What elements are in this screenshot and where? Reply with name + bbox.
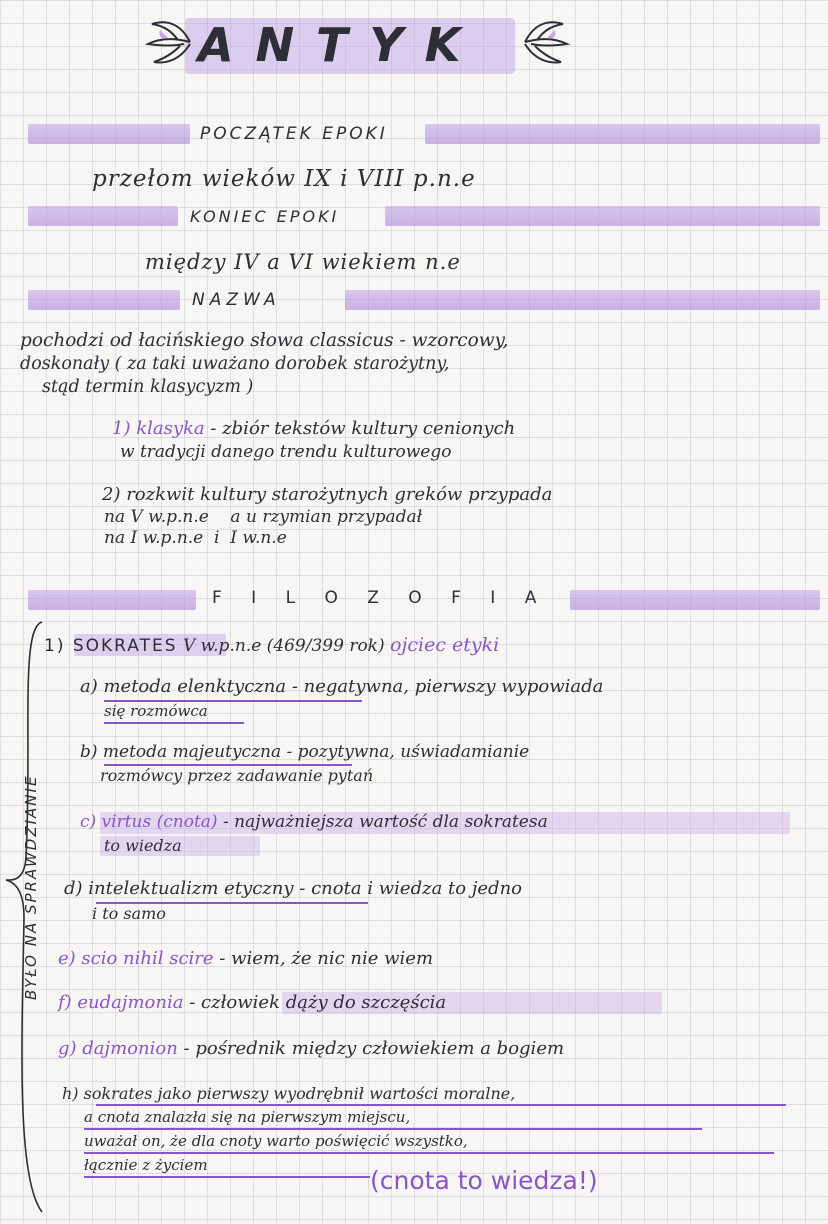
h-line-4: łącznie z życiem bbox=[84, 1156, 208, 1174]
name-highlight-left bbox=[28, 290, 180, 310]
rozkwit-line-2: na V w.p.n.e a u rzymian przypadał bbox=[104, 507, 423, 527]
e-definition: - wiem, że nic nie wiem bbox=[219, 948, 434, 969]
page-title: ANTYK bbox=[198, 18, 483, 72]
b-definition: - pozytywna, uświadamianie bbox=[286, 742, 530, 762]
a-definition: - negatywna, pierwszy wypowiada bbox=[291, 676, 604, 697]
h-underline-2 bbox=[84, 1128, 702, 1130]
klasyka-term: 1) klasyka bbox=[112, 418, 205, 439]
h-line-3: uważał on, że dla cnoty warto poświęcić wszystko, bbox=[84, 1132, 468, 1150]
name-line-1: pochodzi od łacińskiego słowa classicus - wzorcowy, bbox=[20, 330, 509, 351]
h-underline-4 bbox=[84, 1176, 370, 1178]
e-term: e) scio nihil scire bbox=[58, 948, 214, 969]
philosophy-heading: F I L O Z O F I A bbox=[212, 588, 549, 608]
c-definition: - najważniejsza wartość dla sokratesa bbox=[222, 812, 548, 832]
klasyka-line-2: w tradycji danego trendu kulturowego bbox=[120, 442, 452, 462]
d-term: d) intelektualizm etyczny bbox=[64, 878, 294, 899]
side-label: BYŁO NA SPRAWDZIANIE bbox=[22, 774, 40, 1000]
h-underline-3 bbox=[84, 1152, 774, 1154]
socrates-title: ojciec etyki bbox=[390, 634, 500, 656]
name-line-3: stąd termin klasycyzm ) bbox=[42, 377, 254, 397]
f-definition: - człowiek dąży do szczęścia bbox=[189, 992, 447, 1013]
h-underline-1 bbox=[96, 1104, 786, 1106]
h-line-1: h) sokrates jako pierwszy wyodrębnił wartości moralne, bbox=[62, 1084, 516, 1103]
h-line-2: a cnota znalazła się na pierwszym miejscu, bbox=[84, 1108, 411, 1126]
name-line-2: doskonały ( za taki uważano dorobek starożytny, bbox=[20, 354, 450, 374]
philosophy-highlight-left bbox=[28, 590, 196, 610]
c-line-2: to wiedza bbox=[104, 836, 182, 855]
f-term: f) eudajmonia bbox=[58, 992, 184, 1013]
b-term: b) metoda majeutyczna bbox=[80, 742, 282, 762]
philosophy-highlight-right bbox=[570, 590, 820, 610]
klasyka-definition: - zbiór tekstów kultury cenionych bbox=[210, 418, 516, 439]
b-line-2: rozmówcy przez zadawanie pytań bbox=[100, 766, 374, 785]
d-definition: - cnota i wiedza to jedno bbox=[299, 878, 523, 899]
end-text: między IV a VI wiekiem n.e bbox=[145, 250, 461, 274]
start-text: przełom wieków IX i VIII p.n.e bbox=[92, 166, 476, 192]
name-highlight-right bbox=[345, 290, 820, 310]
start-highlight-right bbox=[425, 124, 820, 144]
name-heading: NAZWA bbox=[192, 290, 281, 310]
a-line-2: się rozmówca bbox=[104, 702, 208, 720]
left-ornament-icon bbox=[140, 12, 200, 72]
end-highlight-right bbox=[385, 206, 820, 226]
socrates-dates: V w.p.n.e (469/399 rok) bbox=[182, 636, 385, 656]
rozkwit-line-1: 2) rozkwit kultury starożytnych greków przypada bbox=[102, 484, 553, 505]
end-highlight-left bbox=[28, 206, 178, 226]
rozkwit-line-3: na I w.p.n.e i I w.n.e bbox=[104, 528, 287, 548]
g-term: g) dajmonion bbox=[58, 1038, 178, 1059]
h-note: (cnota to wiedza!) bbox=[370, 1166, 598, 1195]
end-heading: KONIEC EPOKI bbox=[190, 207, 340, 226]
start-highlight-left bbox=[28, 124, 190, 144]
c-term: c) virtus (cnota) bbox=[80, 812, 218, 832]
a-term: a) metoda elenktyczna bbox=[80, 676, 287, 697]
socrates-name: 1) SOKRATES bbox=[44, 636, 178, 656]
d-line-2: i to samo bbox=[92, 904, 166, 923]
right-ornament-icon bbox=[515, 12, 575, 72]
start-heading: POCZĄTEK EPOKI bbox=[200, 124, 388, 144]
a-line-2-underline bbox=[104, 722, 244, 724]
g-definition: - pośrednik między człowiekiem a bogiem bbox=[183, 1038, 565, 1059]
